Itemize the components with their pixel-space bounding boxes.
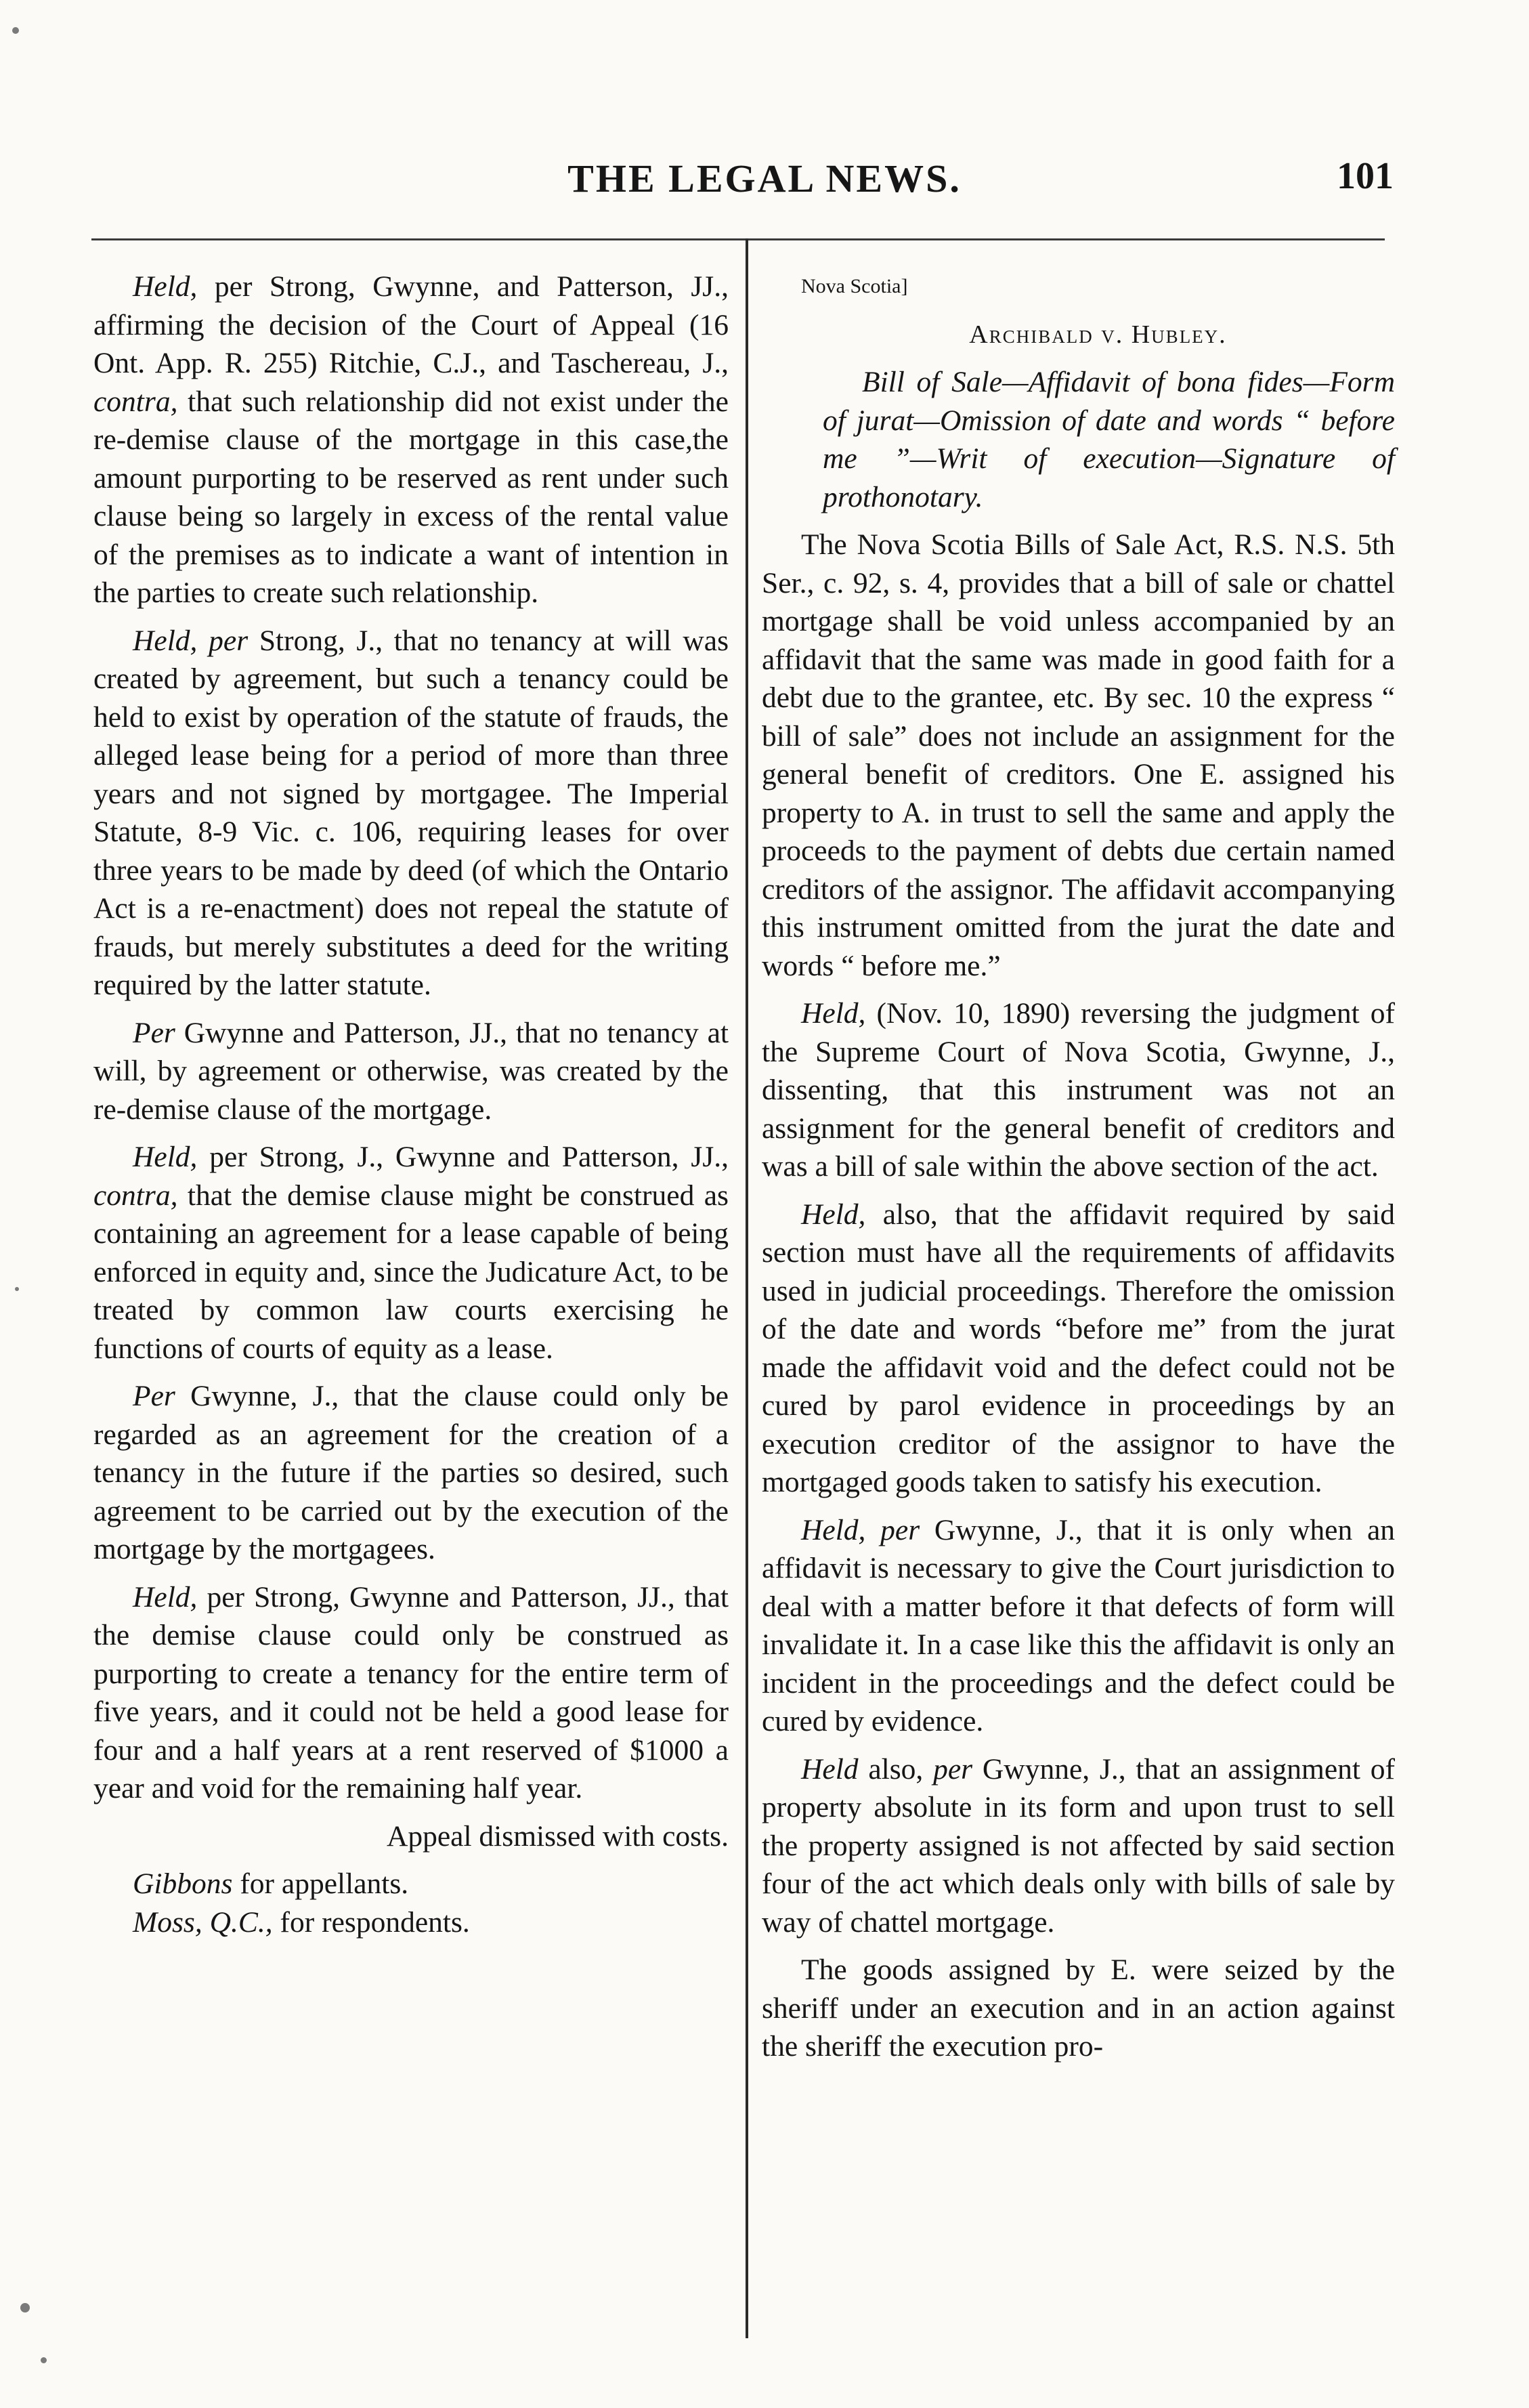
page-number: 101 bbox=[1337, 155, 1394, 197]
paragraph: Held, per Strong, Gwynne and Patterson, JJ., that the demise clause could only be construed as purporting to create a tenancy for the entire term of five years, and it could not be held a good lease for four and a half years at a rent reserved of $1000 a year and void for the remaining half year. bbox=[93, 1580, 729, 1804]
paragraph: Per Gwynne, J., that the clause could only be regarded as an agreement for the creation of a tenancy in the future if the parties so desired, such agreement to be carried out by the execution of the mortgage by the mortgagees. bbox=[93, 1380, 729, 1565]
right-column bbox=[762, 268, 1395, 2075]
disposition: Appeal dismissed with costs. bbox=[386, 1819, 729, 1853]
paragraph: Per Gwynne and Patterson, JJ., that no tenancy at will, by agreement or otherwise, was created by the re-demise clause of the mortgage. bbox=[93, 1016, 729, 1126]
header-rule bbox=[91, 238, 1385, 240]
headnote: Bill of Sale—Affidavit of bona fides—Form of jurat—Omission of date and words “ before me ”—Writ of execution—Signature of prothonotary. bbox=[823, 366, 1395, 513]
paragraph: The Nova Scotia Bills of Sale Act, R.S. N.S. 5th Ser., c. 92, s. 4, provides that a bill of sale or chattel mortgage shall be void unless accompanied by an affidavit that the same was made in good faith for a debt due to the grantee, etc. By sec. 10 the express “ bill of sale” does not include an assignment for the general benefit of creditors. One E. assigned his property to A. in trust to sell the same and apply the proceeds to the payment of debts due certain named creditors of the assignor. The affidavit accompanying this instrument omitted from the jurat the date and words “ before me.” bbox=[762, 528, 1395, 982]
paragraph: Held, per Gwynne, J., that it is only when an affidavit is necessary to give the Court jurisdiction to deal with a matter before it that defects of form will invalidate it. In a case like this the affidavit is only an incident in the proceedings and the defect could be cured by evidence. bbox=[762, 1513, 1395, 1737]
counsel-respondents: Moss, Q.C., for respondents. bbox=[133, 1905, 470, 1939]
scan-speck bbox=[12, 27, 19, 34]
scan-speck bbox=[15, 1287, 19, 1291]
case-title: Archibald v. Hubley. bbox=[969, 320, 1227, 349]
left-column bbox=[93, 268, 729, 1941]
paragraph: Held also, per Gwynne, J., that an assignment of property absolute in its form and upon trust to sell the property assigned is not affected by said section four of the act which deals only with bills of sale by way of chattel mortgage. bbox=[762, 1752, 1395, 1939]
paragraph: Held, also, that the affidavit required by said section must have all the requirements of affidavits used in judicial proceedings. Therefore the omission of the date and words “before me” from the jurat made the affidavit void and the defect could not be cured by parol evidence in proceedings by an execution creditor of the assignor to have the mortgaged goods taken to satisfy his execution. bbox=[762, 1198, 1395, 1498]
scan-speck bbox=[20, 2303, 30, 2312]
paragraph: Held, (Nov. 10, 1890) reversing the judgment of the Supreme Court of Nova Scotia, Gwynne, J., dissenting, that this instrument was not an assignment for the general benefit of creditors and was a bill of sale within the above section of the act. bbox=[762, 997, 1395, 1183]
paragraph: Held, per Strong, J., that no tenancy at will was created by agreement, but such a tenancy could be held to exist by operation of the statute of frauds, the alleged lease being for a period of more than three years and not signed by mortgagee. The Imperial Statute, 8-9 Vic. c. 106, requiring leases for over three years to be made by deed (of which the Ontario Act is a re-enactment) does not repeal the statute of frauds, but merely substitutes a deed for the writing required by the latter statute. bbox=[93, 624, 729, 1001]
paragraph: Held, per Strong, J., Gwynne and Patterson, JJ., contra, that the demise clause might be construed as containing an agreement for a lease capable of being enforced in equity and, since the Judicature Act, to be treated by common law courts exercising he functions of courts of equity as a lease. bbox=[93, 1141, 729, 1365]
counsel-appellants: Gibbons for appellants. bbox=[133, 1867, 409, 1900]
running-header-title: THE LEGAL NEWS. bbox=[567, 156, 962, 200]
court-label: Nova Scotia] bbox=[801, 275, 908, 297]
paragraph: Held, per Strong, Gwynne, and Patterson, JJ., affirming the decision of the Court of Appeal (16 Ont. App. R. 255) Ritchie, C.J., and Taschereau, J., contra, that such relationship did not exist under the re-demise clause of the mortgage in this case,the amount purporting to be reserved as rent under such clause being so largely in excess of the rental value of the premises as to indicate a want of intention in the parties to create such relationship. bbox=[93, 270, 729, 609]
scan-speck bbox=[41, 2357, 47, 2363]
paragraph: The goods assigned by E. were seized by the sheriff under an execution and in an action against the sheriff the execution pro- bbox=[762, 1953, 1395, 2063]
column-divider bbox=[746, 238, 748, 2338]
